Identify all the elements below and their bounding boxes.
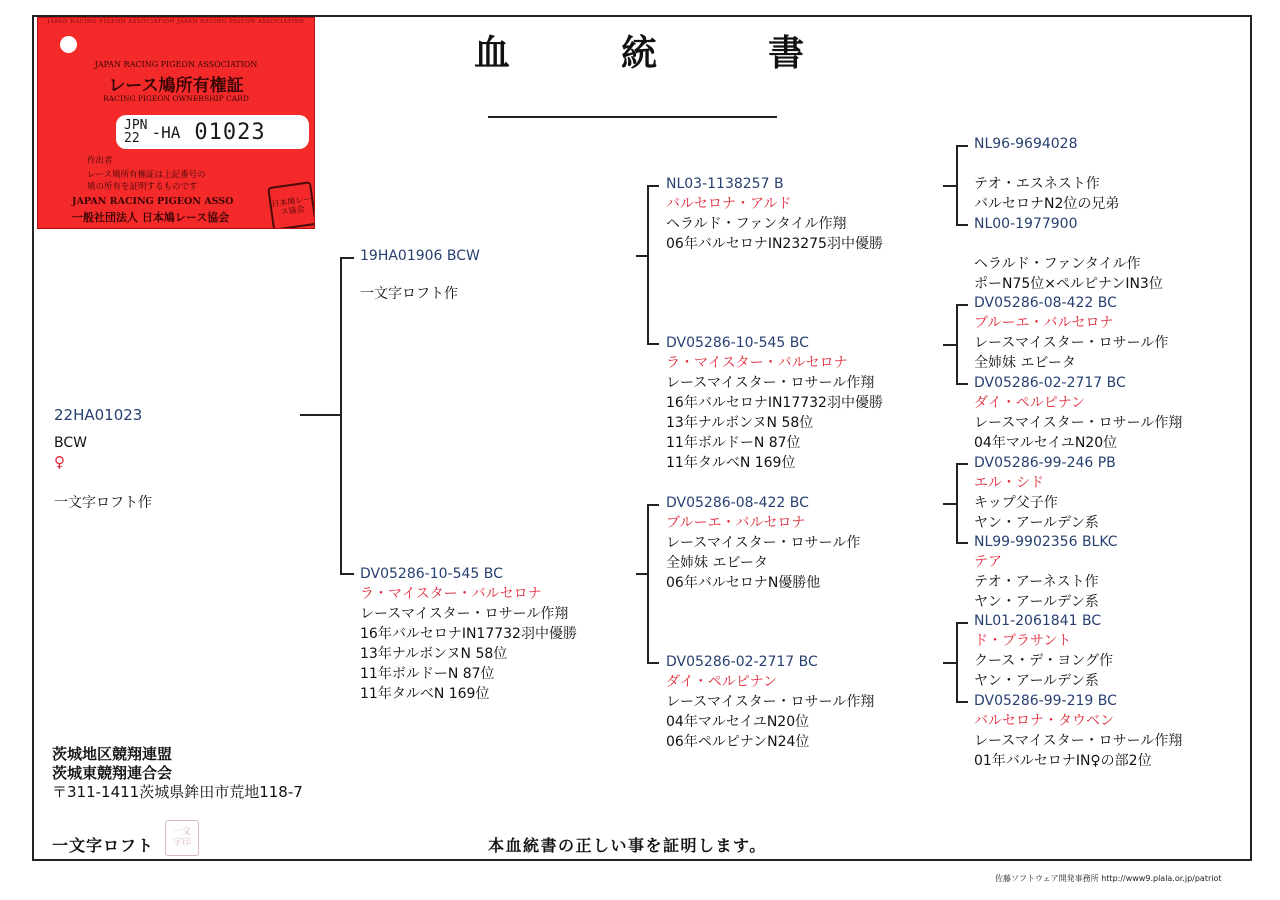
bracket-dam-top [647, 504, 659, 506]
bracket-gen3-top [956, 304, 968, 306]
certification-statement: 本血統書の正しい事を証明します。 [488, 836, 767, 855]
bracket-gen3-stem [943, 662, 957, 664]
gen2-line: 13年ナルボンヌN 58位 [666, 415, 814, 431]
loft-name: 一文字ロフト [52, 836, 155, 855]
title-rule [488, 116, 777, 118]
gen3-line: レースマイスター・ロサール作翔 [974, 733, 1183, 749]
dam-line: 11年タルベN 169位 [360, 686, 490, 702]
gen2-name: ラ・マイスター・バルセロナ [666, 355, 848, 371]
gen3-name: ブルーエ・バルセロナ [974, 315, 1114, 331]
bracket-dam-vertical [647, 504, 649, 664]
pigeon-sex: ♀ [54, 453, 65, 471]
dam-line: 16年バルセロナIN17732羽中優勝 [360, 626, 577, 642]
page-title [474, 26, 804, 74]
gen2-name: ブルーエ・バルセロナ [666, 515, 806, 531]
gen2-line: 11年ボルドーN 87位 [666, 435, 801, 451]
bracket-gen3-stem [943, 503, 957, 505]
gen3-line: ポーN75位×ペルピナンIN3位 [974, 276, 1163, 292]
bracket-gen3-bottom [956, 383, 968, 385]
gen2-line: 06年ペルピナンN24位 [666, 734, 810, 750]
bracket-subject-stem [300, 414, 340, 416]
card-association-en-2: JAPAN RACING PIGEON ASSO [72, 196, 234, 207]
title-char-2: 統 [620, 31, 657, 74]
gen2-ring: DV05286-08-422 BC [666, 495, 809, 511]
gen2-ring: NL03-1138257 B [666, 176, 784, 192]
bracket-gen3-stem [943, 344, 957, 346]
gen3-ring: DV05286-02-2717 BC [974, 375, 1126, 391]
gen2-line: 全姉妹 エビータ [666, 555, 768, 571]
card-subtitle: RACING PIGEON OWNERSHIP CARD [103, 94, 249, 103]
card-association-en: JAPAN RACING PIGEON ASSOCIATION [94, 60, 258, 69]
footer-address-block [52, 745, 303, 802]
gen3-line: レースマイスター・ロサール作翔 [974, 415, 1183, 431]
card-id-jpn: JPN [124, 118, 148, 133]
gen3-line: バルセロナN2位の兄弟 [974, 196, 1120, 212]
bracket-subject-vertical [340, 257, 342, 575]
gen2-ring: DV05286-02-2717 BC [666, 654, 818, 670]
title-char-1: 血 [474, 31, 511, 74]
bracket-gen3-bottom [956, 542, 968, 544]
gen3-name: バルセロナ・タウベン [974, 713, 1114, 729]
card-note-1: レース鳩所有権証は上記番号の [87, 170, 206, 180]
card-maker-label: 作出者 [87, 156, 113, 166]
card-edge-text: JAPAN RACING PIGEON ASSOCIATION JAPAN RACING PIGEON ASSOCIATION [47, 19, 305, 25]
bracket-subject-top [340, 257, 354, 259]
card-punch-hole [60, 36, 77, 53]
pigeon-breeder: 一文字ロフト作 [54, 495, 152, 511]
card-id-number: 01023 [194, 119, 266, 145]
gen3-line: 01年バルセロナIN♀の部2位 [974, 753, 1152, 769]
card-association-jp: 一般社団法人 日本鳩レース協会 [72, 211, 230, 224]
gen2-line: ヘラルド・ファンタイル作翔 [666, 216, 847, 232]
ownership-card [37, 17, 315, 229]
bracket-gen3-vertical [956, 463, 958, 544]
gen3-line: クース・デ・ヨング作 [974, 653, 1114, 669]
gen2-line: レースマイスター・ロサール作翔 [666, 694, 875, 710]
pigeon-ring: 22HA01023 [54, 406, 143, 424]
card-id-ha: -HA [151, 122, 181, 142]
dam-line: 11年ボルドーN 87位 [360, 666, 495, 682]
bracket-sire-vertical [647, 185, 649, 345]
gen3-ring: DV05286-99-246 PB [974, 455, 1116, 471]
gen3-name: ド・ブラサント [974, 633, 1072, 649]
gen2-line: 11年タルベN 169位 [666, 455, 796, 471]
bracket-gen3-bottom [956, 701, 968, 703]
gen2-line: レースマイスター・ロサール作翔 [666, 375, 875, 391]
bracket-gen3-top [956, 145, 968, 147]
gen2-name: ダイ・ペルピナン [666, 674, 778, 690]
gen2-ring: DV05286-10-545 BC [666, 335, 809, 351]
card-note-2: 鳩の所有を証明するものです [87, 182, 198, 192]
sire-ring: 19HA01906 BCW [360, 248, 480, 264]
bracket-gen3-vertical [956, 145, 958, 226]
pigeon-color: BCW [54, 435, 87, 451]
card-official-seal: 日本鳩レース協会 [267, 181, 315, 229]
gen3-ring: DV05286-08-422 BC [974, 295, 1117, 311]
gen3-line: レースマイスター・ロサール作 [974, 335, 1169, 351]
gen3-name: ダイ・ペルピナン [974, 395, 1086, 411]
gen3-ring: NL99-9902356 BLKC [974, 534, 1118, 550]
gen3-line: キップ父子作 [974, 495, 1058, 511]
footer-org-1: 茨城地区競翔連盟 [52, 745, 173, 763]
software-credit: 佐藤ソフトウェア開発事務所 http://www9.plala.or.jp/patriot [995, 874, 1222, 883]
card-title: レース鳩所有権証 [108, 76, 244, 96]
gen3-name: エル・シド [974, 475, 1044, 491]
card-jpn-block [124, 119, 147, 145]
gen3-ring: NL01-2061841 BC [974, 613, 1102, 629]
gen3-line: ヤン・アールデン系 [974, 673, 1099, 689]
gen3-line: 全姉妹 エビータ [974, 355, 1076, 371]
footer-address: 〒311-1411茨城県鉾田市荒地118-7 [52, 783, 303, 801]
dam-line: レースマイスター・ロサール作翔 [360, 606, 569, 622]
card-id-year: 22 [124, 131, 140, 146]
gen3-line: 04年マルセイユN20位 [974, 435, 1118, 451]
gen3-line: テオ・エスネスト作 [974, 176, 1100, 192]
gen2-line: 06年バルセロナN優勝他 [666, 575, 821, 591]
bracket-gen3-bottom [956, 224, 968, 226]
bracket-subject-bottom [340, 573, 354, 575]
dam-name: ラ・マイスター・バルセロナ [360, 586, 542, 602]
sire-breeder: 一文字ロフト作 [360, 286, 458, 302]
bracket-gen3-top [956, 622, 968, 624]
gen3-line: ヘラルド・ファンタイル作 [974, 256, 1141, 272]
dam-ring: DV05286-10-545 BC [360, 566, 503, 582]
bracket-dam-bottom [647, 662, 659, 664]
gen2-line: 06年バルセロナIN23275羽中優勝 [666, 236, 883, 252]
bracket-gen3-stem [943, 185, 957, 187]
card-id-field [116, 115, 309, 149]
gen2-name: バルセロナ・アルド [666, 196, 792, 212]
dam-line: 13年ナルボンヌN 58位 [360, 646, 508, 662]
gen3-line: ヤン・アールデン系 [974, 515, 1099, 531]
bracket-gen3-top [956, 463, 968, 465]
bracket-gen3-vertical [956, 304, 958, 385]
bracket-gen3-vertical [956, 622, 958, 703]
gen3-name: テア [974, 554, 1002, 570]
footer-org-2: 茨城東競翔連合会 [52, 764, 173, 782]
gen2-line: レースマイスター・ロサール作 [666, 535, 861, 551]
bracket-sire-bottom [647, 343, 659, 345]
bracket-sire-top [647, 185, 659, 187]
gen3-ring: DV05286-99-219 BC [974, 693, 1117, 709]
loft-seal-icon: 一文 字印 [165, 820, 199, 856]
gen2-line: 16年バルセロナIN17732羽中優勝 [666, 395, 883, 411]
gen3-ring: NL00-1977900 [974, 216, 1078, 232]
gen3-line: テオ・アーネスト作 [974, 574, 1099, 590]
gen3-line: ヤン・アールデン系 [974, 594, 1099, 610]
gen3-ring: NL96-9694028 [974, 136, 1078, 152]
gen2-line: 04年マルセイユN20位 [666, 714, 810, 730]
title-char-3: 書 [767, 31, 804, 74]
